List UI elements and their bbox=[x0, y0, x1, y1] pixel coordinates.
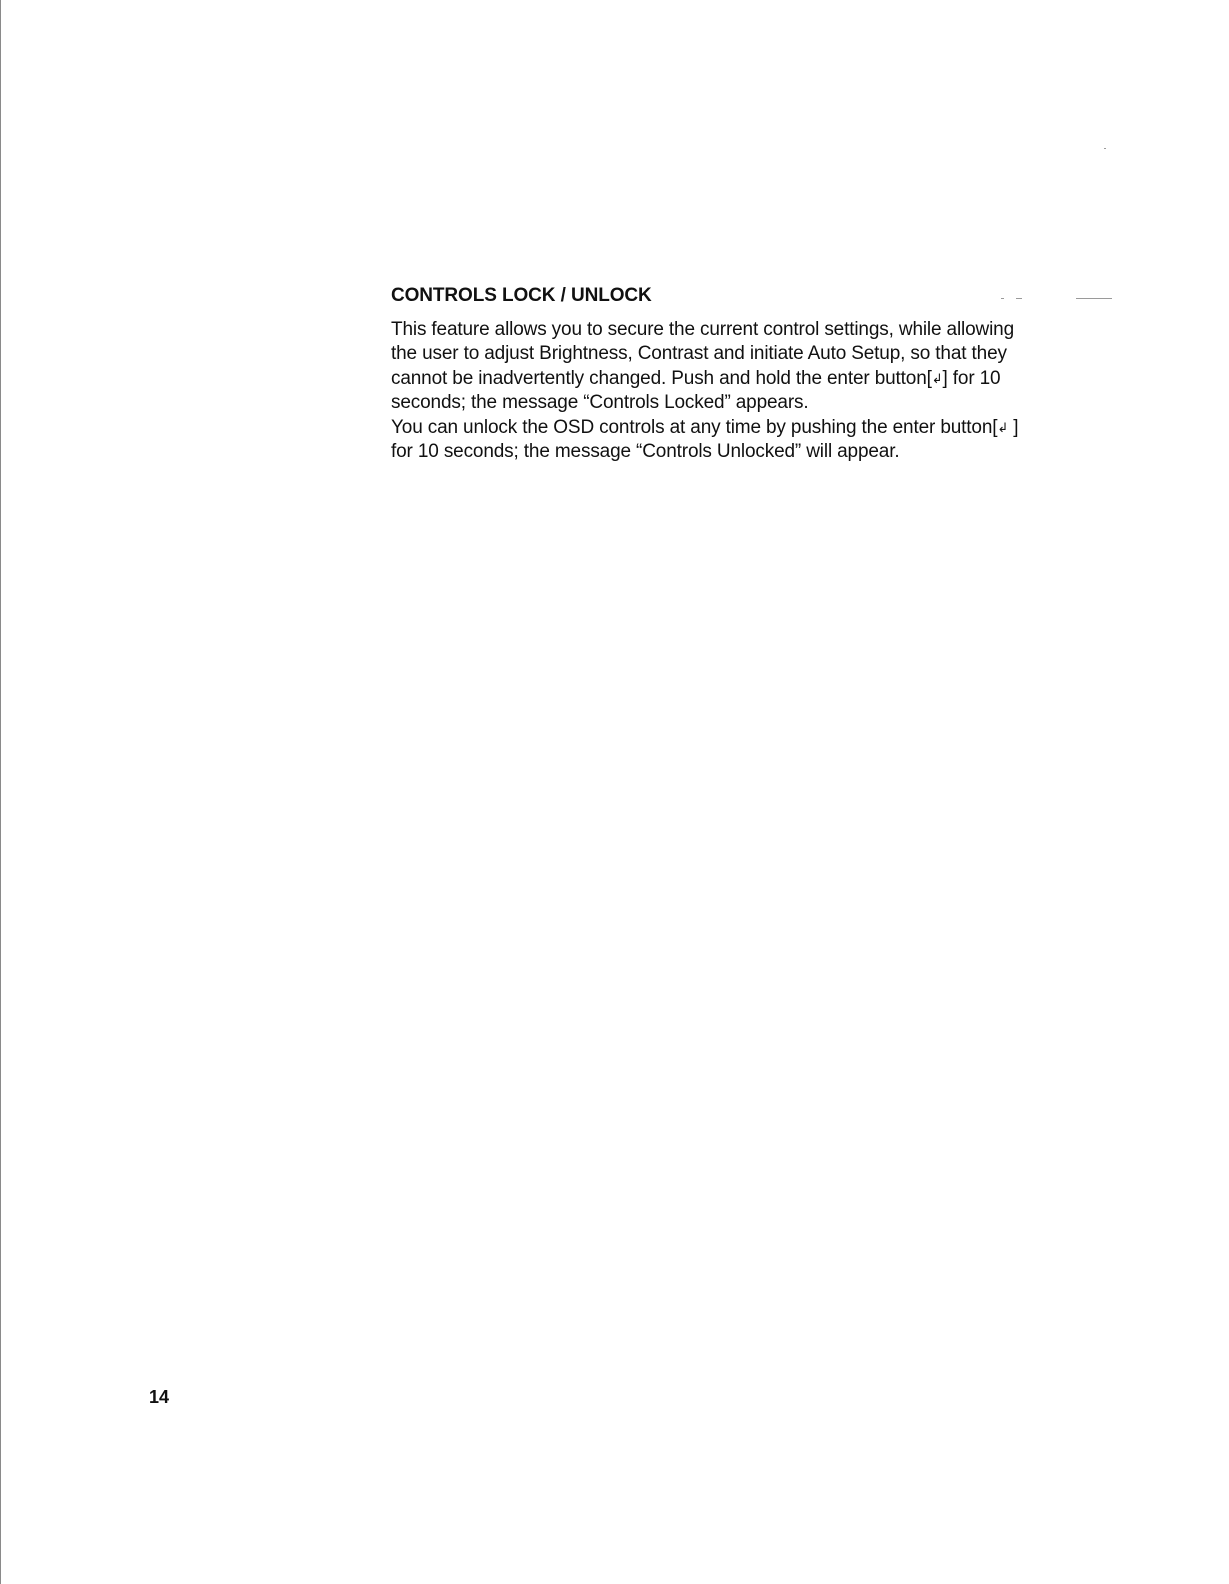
page-edge-line bbox=[0, 0, 1, 1584]
section-heading: CONTROLS LOCK / UNLOCK bbox=[391, 285, 652, 306]
page-number: 14 bbox=[149, 1387, 170, 1407]
text-line: ] for 10 bbox=[942, 367, 1001, 389]
scan-speck bbox=[1076, 298, 1112, 299]
text-line: seconds; the message “Controls Locked” appears. bbox=[391, 392, 809, 414]
text-line: This feature allows you to secure the current control settings, while allowing bbox=[391, 319, 1015, 340]
text-line: the user to adjust Brightness, Contrast and initiate Auto Setup, so that they bbox=[391, 343, 1007, 365]
text-line: for 10 seconds; the message “Controls Unlocked” will appear. bbox=[391, 441, 900, 463]
text-line: cannot be inadvertently changed. Push and hold the enter button[ bbox=[391, 367, 932, 389]
text-line: ] bbox=[1008, 416, 1019, 438]
enter-key-icon: ↲ bbox=[931, 370, 943, 386]
paragraph-unlock-instructions bbox=[391, 416, 1071, 465]
scan-speck bbox=[1001, 298, 1004, 299]
paragraph-lock-instructions bbox=[391, 318, 1071, 416]
scan-speck bbox=[1104, 148, 1106, 149]
enter-key-icon: ↲ bbox=[997, 419, 1009, 435]
scan-speck bbox=[1016, 298, 1022, 299]
controls-lock-section bbox=[391, 284, 1071, 464]
text-line: You can unlock the OSD controls at any time by pushing the enter button[ bbox=[391, 416, 998, 438]
